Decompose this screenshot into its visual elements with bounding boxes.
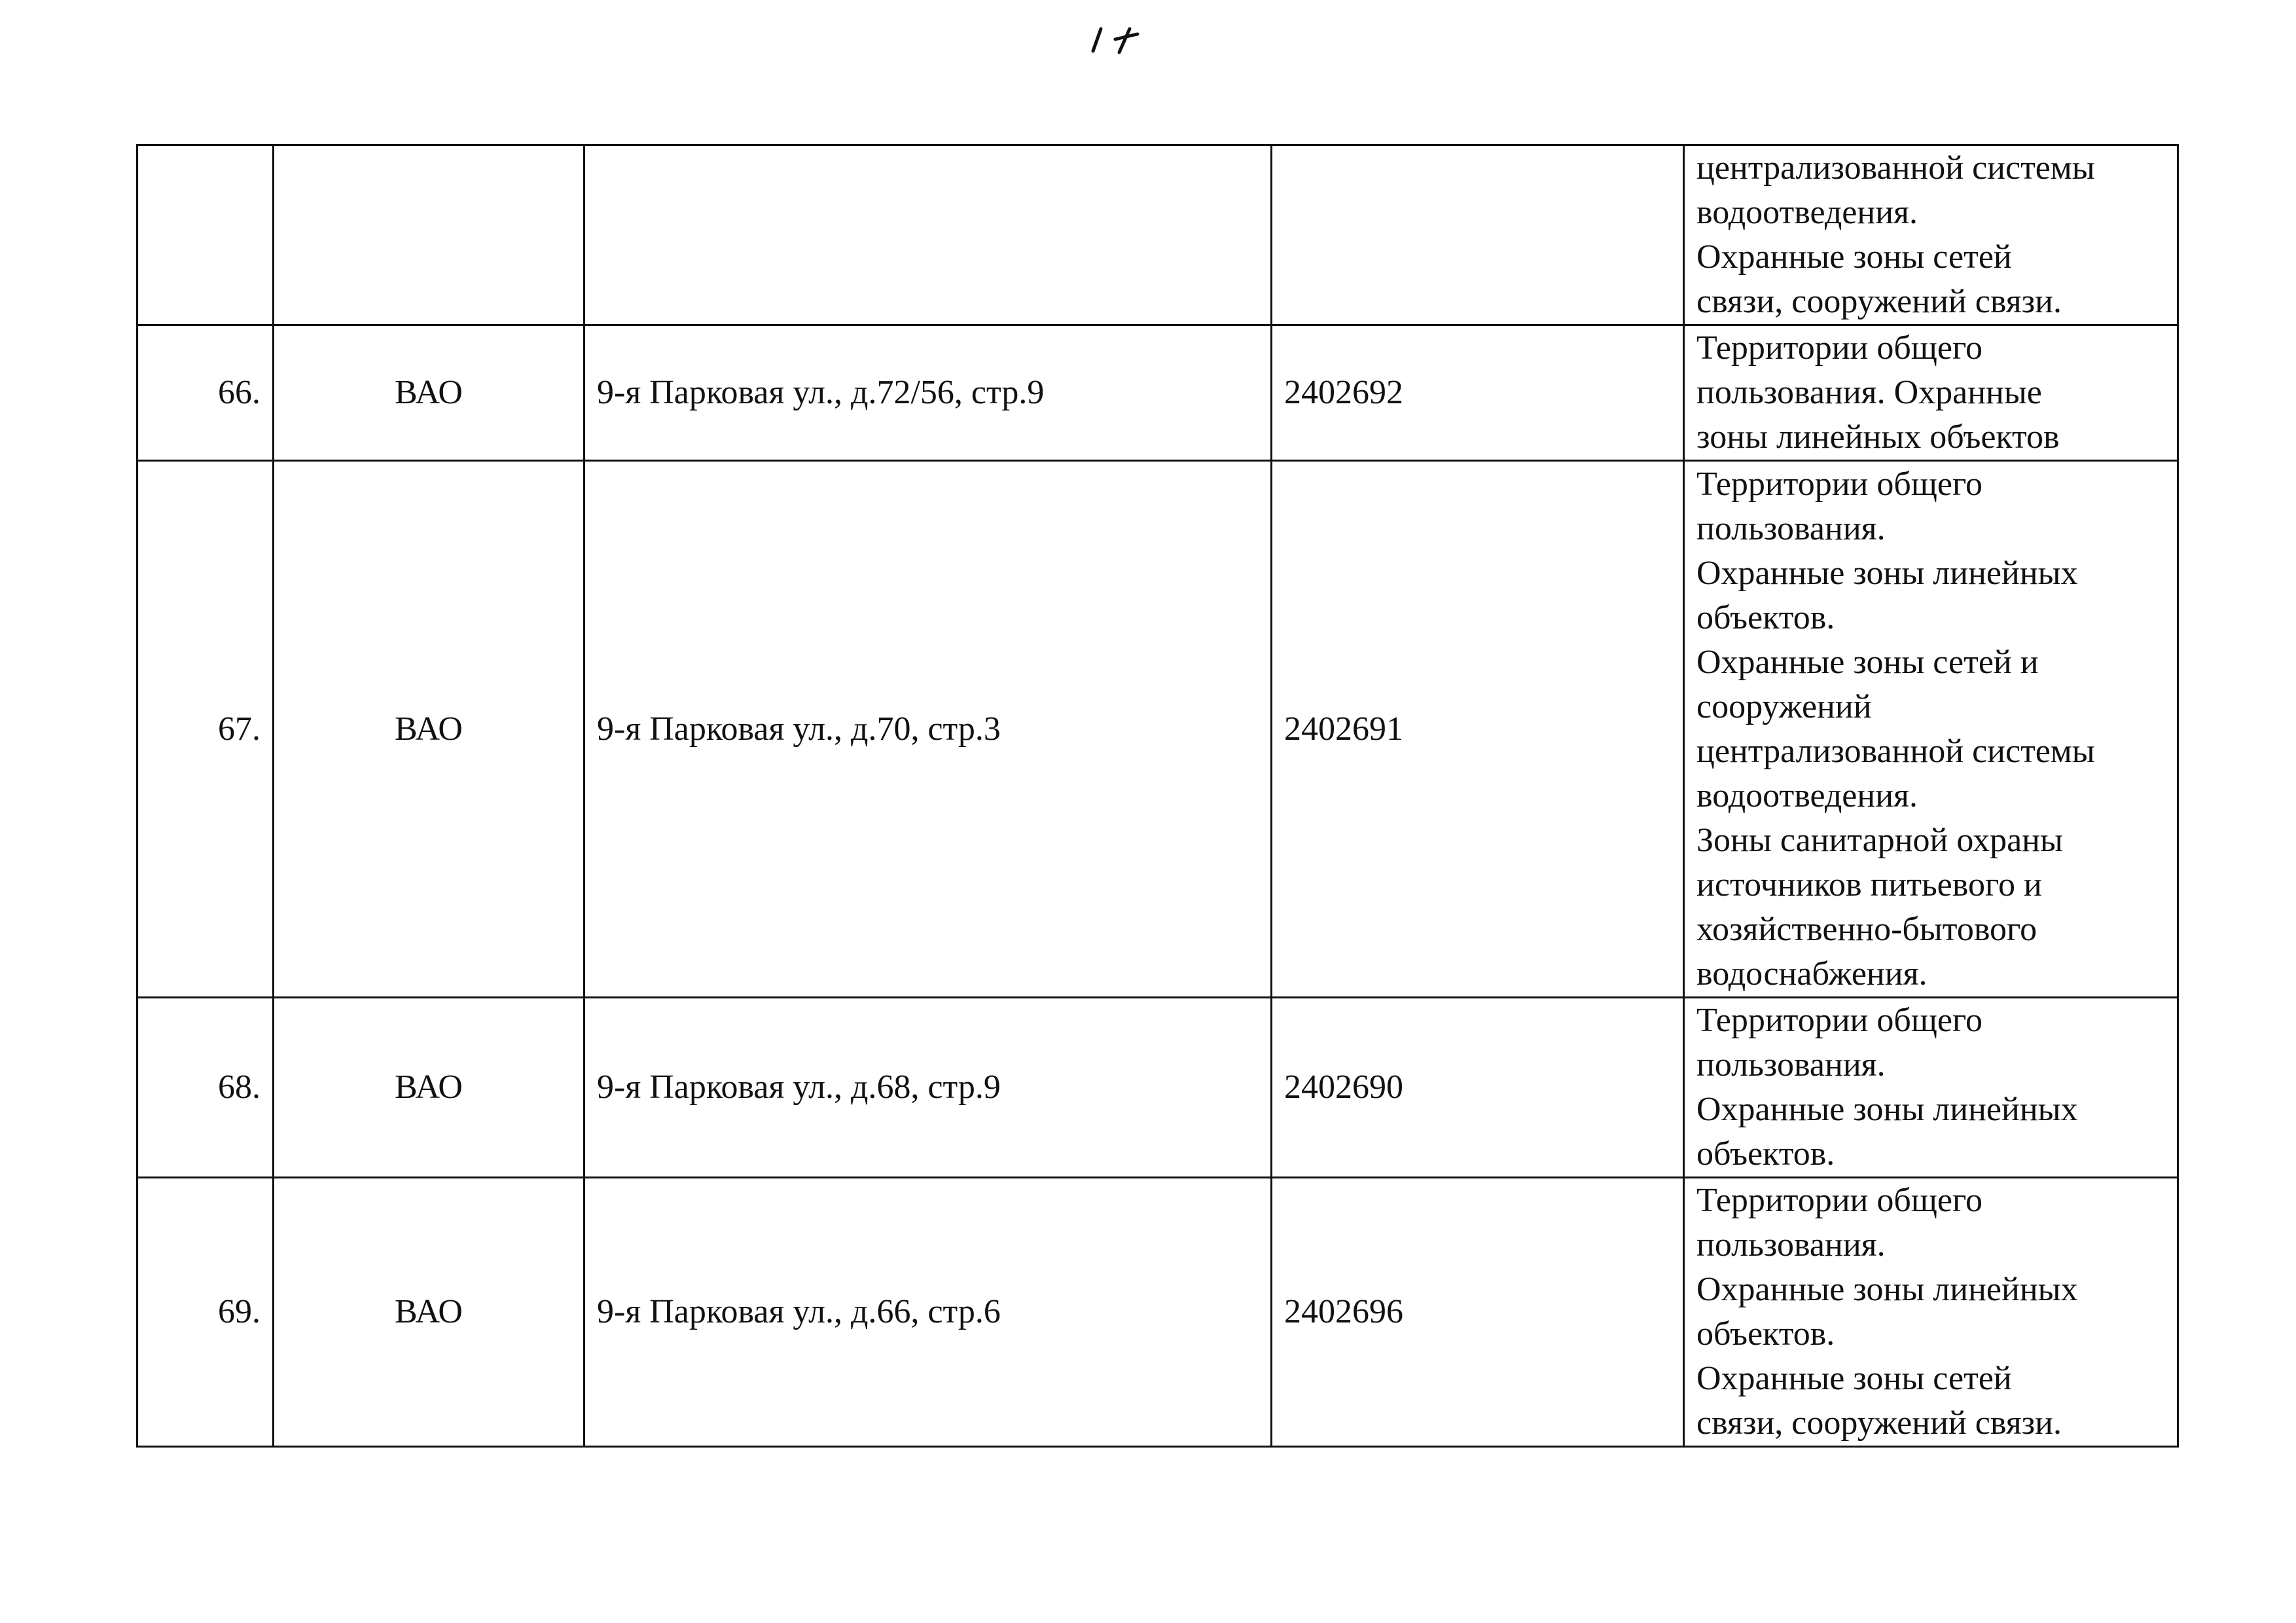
zones-cell [1684,1178,2178,1447]
district-cell: ВАО [274,998,584,1178]
row-number: 69. [137,1178,274,1447]
district-cell [274,145,584,325]
zones-cell [1684,145,2178,325]
zones-line: Охранные зоны линейных [1696,1091,2078,1128]
table-row [137,325,2178,461]
zones-cell [1684,998,2178,1178]
object-code-cell: 2402692 [1272,325,1684,461]
address-cell: 9-я Парковая ул., д.66, стр.6 [584,1178,1272,1447]
zones-line: централизованной системы [1696,732,2095,770]
zones-line: Охранные зоны сетей [1696,1360,2012,1397]
zones-line: объектов. [1696,1135,1835,1173]
row-number [137,145,274,325]
zones-line: связи, сооружений связи. [1696,1404,2062,1442]
zones-line: сооружений [1696,687,1872,725]
object-code-cell: 2402690 [1272,998,1684,1178]
address-cell: 9-я Парковая ул., д.72/56, стр.9 [584,325,1272,461]
zones-line: пользования. Охранные [1696,374,2042,411]
district-cell: ВАО [274,461,584,998]
zones-line: объектов. [1696,1315,1835,1353]
zones-line: связи, сооружений связи. [1696,283,2062,320]
table-row [137,1178,2178,1447]
zones-line: объектов. [1696,598,1835,636]
object-code-cell: 2402696 [1272,1178,1684,1447]
row-number: 66. [137,325,274,461]
zones-cell [1684,325,2178,461]
zones-line: водоотведения. [1696,194,1918,231]
address-cell [584,145,1272,325]
zones-line: водоотведения. [1696,776,1918,814]
zones-line: Охранные зоны сетей и [1696,643,2039,681]
zones-line: Зоны санитарной охраны [1696,821,2063,859]
zones-line: пользования. [1696,509,1886,547]
zones-line: Охранные зоны сетей [1696,238,2012,276]
zones-line: хозяйственно-бытового [1696,910,2037,948]
registry-table [136,144,2179,1448]
district-cell: ВАО [274,1178,584,1447]
zones-cell [1684,461,2178,998]
table-row [137,145,2178,325]
address-cell: 9-я Парковая ул., д.68, стр.9 [584,998,1272,1178]
zones-line: Территории общего [1696,1002,1982,1039]
row-number: 68. [137,998,274,1178]
district-cell: ВАО [274,325,584,461]
zones-line: пользования. [1696,1226,1886,1264]
object-code-cell [1272,145,1684,325]
zones-line: Охранные зоны линейных [1696,1271,2078,1308]
handwritten-page-number-drawing [1073,20,1165,59]
zones-line: зоны линейных объектов [1696,418,2060,456]
handwritten-page-number [1073,20,1165,59]
zones-line: пользования. [1696,1046,1886,1084]
zones-line: источников питьевого и [1696,866,2042,903]
table-row [137,998,2178,1178]
zones-line: централизованной системы [1696,149,2095,187]
zones-line: Территории общего [1696,465,1982,503]
zones-line: Территории общего [1696,329,1982,367]
zones-line: водоснабжения. [1696,955,1928,993]
zones-line: Охранные зоны линейных [1696,554,2078,592]
table-row [137,461,2178,998]
row-number: 67. [137,461,274,998]
object-code-cell: 2402691 [1272,461,1684,998]
zones-line: Территории общего [1696,1182,1982,1219]
address-cell: 9-я Парковая ул., д.70, стр.3 [584,461,1272,998]
